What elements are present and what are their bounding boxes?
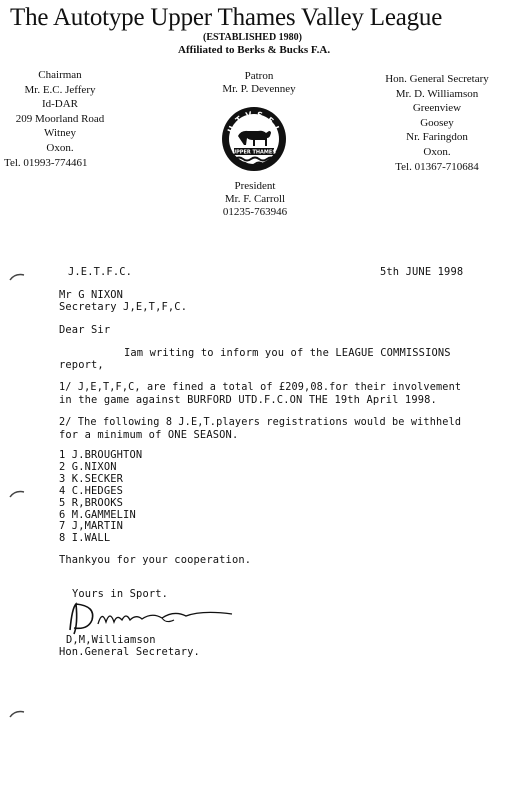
player-list-item: 1 J.BROUGHTON <box>59 449 143 461</box>
fine-paragraph-line: in the game against BURFORD UTD.F.C.ON THE 19th April 1998. <box>59 394 437 406</box>
recipient-name: Mr G NIXON <box>59 289 124 301</box>
hole-punch-mark-icon <box>9 489 25 499</box>
chairman-line: Id-DAR <box>41 98 79 111</box>
chairman-role: Chairman <box>38 69 82 81</box>
player-list-item: 6 M.GAMMELIN <box>59 508 136 521</box>
established-text: (ESTABLISHED 1980) <box>203 32 303 43</box>
player-list-item: 5 R,BROOKS <box>59 496 124 509</box>
affiliation-text: Affiliated to Berks & Bucks F.A. <box>178 44 331 56</box>
chairman-tel: Tel. 01993-774461 <box>4 156 88 169</box>
player-list-item: 3 K.SECKER <box>59 472 124 485</box>
handwritten-signature <box>62 598 242 638</box>
salutation: Dear Sir <box>59 324 111 336</box>
president-name: Mr. F. Carroll <box>224 193 286 205</box>
crest-ring-text: U.T.V.S.F.L. <box>226 109 283 138</box>
hole-punch-mark-icon <box>9 272 25 282</box>
patron-name: Mr. P. Devenney <box>222 83 296 95</box>
league-crest-logo <box>221 106 287 172</box>
player-list-item: 7 J,MARTIN <box>59 520 124 533</box>
club-reference: J.E.T.F.C. <box>68 266 133 278</box>
chairman-line: Oxon. <box>46 141 74 154</box>
patron-role: Patron <box>244 70 274 82</box>
recipient-title: Secretary J,E,T,F,C. <box>59 301 188 313</box>
registrations-paragraph-line: 2/ The following 8 J.E,T.players registrations would be withheld <box>59 417 462 428</box>
fine-paragraph-line: 1/ J,E,T,F,C, are fined a total of £209,08.for their involvement <box>59 382 462 393</box>
hole-punch-mark-icon <box>9 709 25 719</box>
patron-block <box>205 70 313 96</box>
secretary-block <box>372 72 502 174</box>
player-list-item: 2 G.NIXON <box>59 460 117 473</box>
closing-line: Yours in Sport. <box>72 588 169 600</box>
league-title: The Autotype Upper Thames Valley League <box>10 4 443 31</box>
president-block <box>205 180 305 219</box>
crest-banner-text: UPPER THAMES <box>232 149 276 156</box>
chairman-line: Mr. E.C. Jeffery <box>24 83 96 96</box>
chairman-line: Witney <box>44 127 76 140</box>
secretary-role: Hon. General Secretary <box>385 73 489 85</box>
secretary-tel: Tel. 01367-710684 <box>395 160 479 173</box>
secretary-line: Mr. D. Williamson <box>395 87 479 100</box>
letter-date: 5th JUNE 1998 <box>380 266 464 278</box>
intro-line: Iam writing to inform you of the LEAGUE COMMISSIONS <box>124 347 451 359</box>
president-tel: 01235-763946 <box>222 206 288 218</box>
secretary-line: Goosey <box>420 116 454 129</box>
secretary-line: Nr. Faringdon <box>406 131 468 144</box>
registrations-paragraph-line: for a minimum of ONE SEASON. <box>59 429 239 441</box>
president-role: President <box>234 180 276 192</box>
player-list-item: 8 I.WALL <box>59 532 111 545</box>
signatory-name: D,M,Williamson <box>66 634 156 646</box>
player-list-item: 4 C.HEDGES <box>59 484 124 497</box>
chairman-line: 209 Moorland Road <box>15 112 105 125</box>
secretary-line: Greenview <box>412 102 462 115</box>
player-list <box>59 450 142 545</box>
secretary-line: Oxon. <box>423 145 451 158</box>
thanks-line: Thankyou for your cooperation. <box>59 554 252 566</box>
intro-line: report, <box>59 359 104 371</box>
chairman-block <box>4 68 110 170</box>
signatory-title: Hon.General Secretary. <box>59 646 200 658</box>
